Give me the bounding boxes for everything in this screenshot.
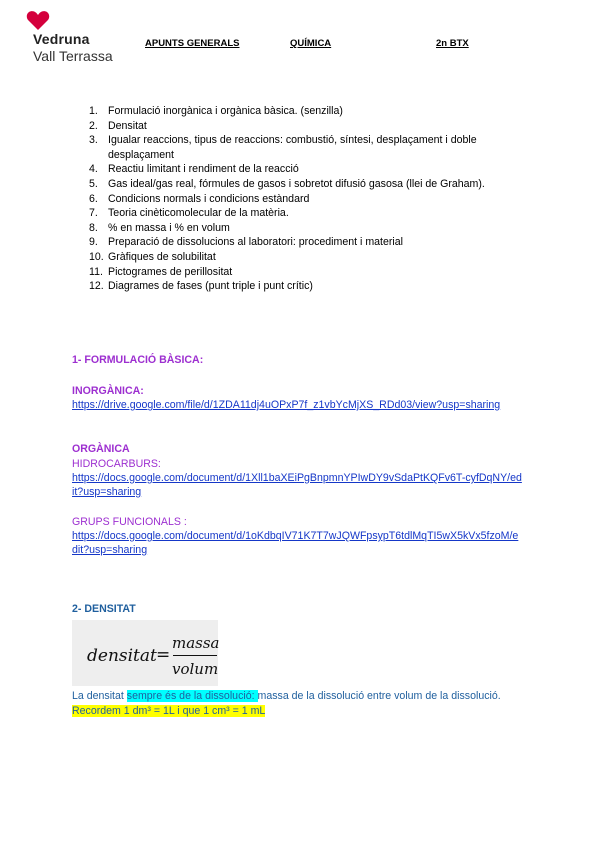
list-item: 2. Densitat [89, 119, 147, 132]
functional-groups-label: GRUPS FUNCIONALS : [72, 516, 187, 528]
doc-subject: QUÍMICA [290, 38, 332, 49]
formula-denominator: volum [172, 660, 219, 678]
inorganic-link[interactable]: https://drive.google.com/file/d/1ZDA11dj4uOPxP7f_z1vbYcMjXS_RDd03/view?usp=sharing [72, 399, 501, 411]
logo-text-line2: Vall Terrassa [33, 48, 113, 64]
list-item: 11. Pictogrames de perillositat [89, 265, 233, 278]
list-item: 12. Diagrames de fases (punt triple i punt crític) [89, 280, 313, 293]
formula-equals: = [156, 645, 171, 665]
inorganic-label: INORGÀNICA: [72, 385, 144, 397]
list-item: 4. Reactiu limitant i rendiment de la reacció [89, 163, 299, 176]
hydrocarbons-label: HIDROCARBURS: [72, 458, 161, 470]
list-item: 5. Gas ideal/gas real, fórmules de gasos i sobretot difusió gasosa (llei de Graham). [89, 177, 485, 190]
section2-heading: 2- DENSITAT [72, 603, 136, 615]
section1-heading: 1- FORMULACIÓ BÀSICA: [72, 354, 204, 366]
hydrocarbons-link[interactable]: https://docs.google.com/document/d/1Xll1baXEiPgBnpmnYPIwDY9vSdaPtKQFv6T-cyfDqNY/edit?usp=sharing [72, 472, 522, 498]
formula-numerator: massa [172, 634, 220, 652]
list-item: 7. Teoria cinèticomolecular de la matèria. [89, 207, 289, 220]
doc-title: APUNTS GENERALS [145, 38, 240, 49]
heart-logo-icon [26, 9, 50, 31]
list-item: 10. Gràfiques de solubilitat [89, 250, 216, 263]
logo-text-line1: Vedruna [33, 31, 90, 47]
formula-lhs: densitat [87, 646, 157, 666]
density-formula-image [72, 620, 218, 686]
topics-list [89, 104, 529, 294]
organic-label: ORGÀNICA [72, 443, 130, 455]
list-item: 1. Formulació inorgànica i orgànica bàsica. (senzilla) [89, 105, 343, 117]
list-item: 9. Preparació de dissolucions al laboratori: procediment i material [89, 236, 404, 249]
list-item: 3. Igualar reaccions, tipus de reaccions: combustió, síntesi, desplaçament i doble desplaçament [89, 134, 477, 161]
functional-groups-link[interactable]: https://docs.google.com/document/d/1oKdbqIV71K7T7wJQWFpsypT6tdlMqTI5wX5kVx5fzoM/edit?usp=sharing [72, 530, 519, 556]
density-note: La densitat sempre és de la dissolució: massa de la dissolució entre volum de la dissolució. Recordem 1 dm³ = 1L i que 1 cm³ = 1 mL [72, 690, 501, 717]
recall-units: Recordem 1 dm³ = 1L i que 1 cm³ = 1 mL [72, 705, 266, 717]
highlight-always-solution: sempre és de la dissolució: [126, 690, 258, 702]
fraction-bar [173, 655, 217, 656]
doc-course: 2n BTX [436, 38, 469, 49]
list-item: 8. % en massa i % en volum [89, 221, 230, 234]
list-item: 6. Condicions normals i condicions estàndard [89, 192, 310, 205]
